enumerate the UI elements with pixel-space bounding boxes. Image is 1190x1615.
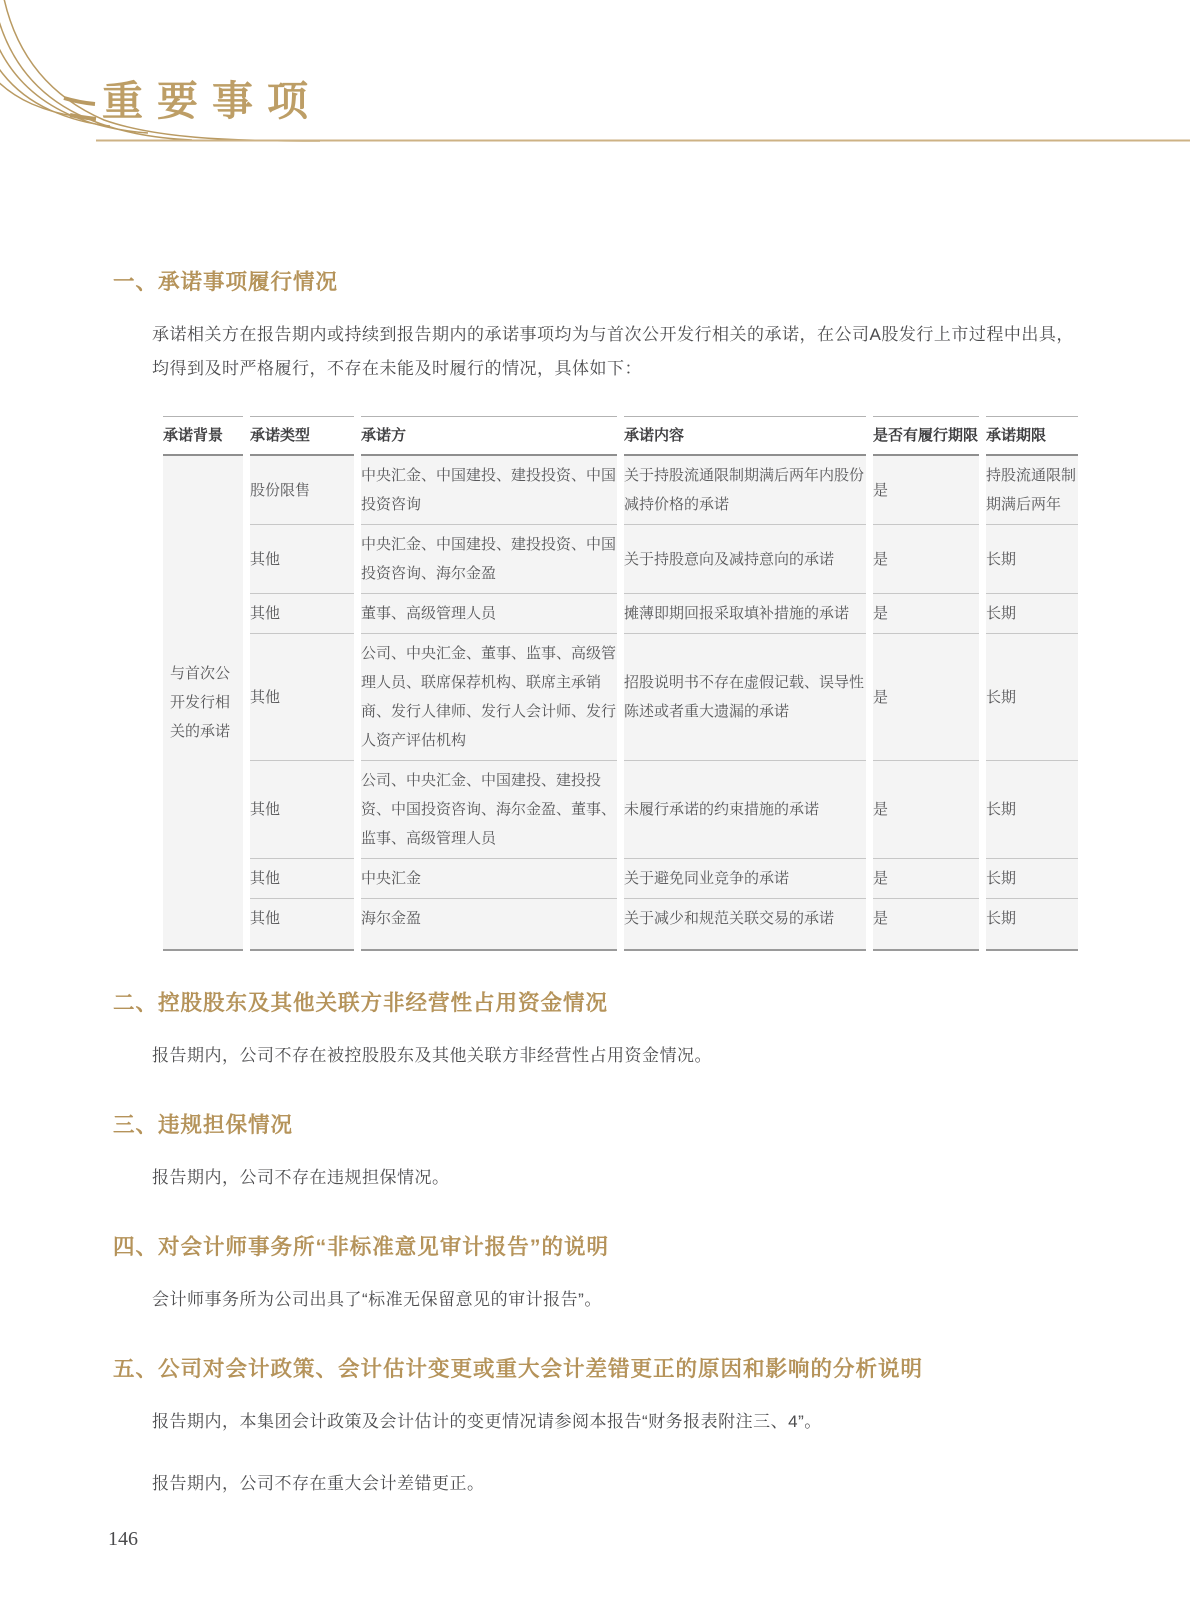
commitments-table — [156, 416, 1085, 951]
cell-term: 长期 — [986, 761, 1078, 859]
cell-term: 持股流通限制期满后两年 — [986, 456, 1078, 525]
cell-term: 长期 — [986, 634, 1078, 761]
cell-has-term: 是 — [873, 594, 979, 634]
page-title: 重要事项 — [102, 78, 322, 124]
col-header-commitment-type: 承诺类型 — [250, 416, 354, 456]
col-header-commitment-content: 承诺内容 — [624, 416, 866, 456]
section-5-paragraph-1: 报告期内，本集团会计政策及会计估计的变更情况请参阅本报告“财务报表附注三、4”。 — [152, 1412, 822, 1431]
cell-type: 其他 — [250, 859, 354, 899]
cell-content: 关于持股意向及减持意向的承诺 — [624, 525, 866, 594]
section-2-paragraph: 报告期内，公司不存在被控股股东及其他关联方非经营性占用资金情况。 — [152, 1046, 712, 1065]
page-number: 146 — [108, 1528, 138, 1550]
section-1-paragraph: 承诺相关方在报告期内或持续到报告期内的承诺事项均为与首次公开发行相关的承诺，在公司A股发行上市过程中出具，均得到及时严格履行，不存在未能及时履行的情况，具体如下： — [152, 325, 1074, 378]
cell-content: 未履行承诺的约束措施的承诺 — [624, 761, 866, 859]
cell-type: 其他 — [250, 594, 354, 634]
section-5-paragraph-2: 报告期内，公司不存在重大会计差错更正。 — [152, 1474, 485, 1493]
cell-has-term: 是 — [873, 525, 979, 594]
cell-term: 长期 — [986, 525, 1078, 594]
table-row — [163, 859, 1078, 899]
cell-content: 关于持股流通限制期满后两年内股份减持价格的承诺 — [624, 456, 866, 525]
cell-term: 长期 — [986, 859, 1078, 899]
section-3-paragraph: 报告期内，公司不存在违规担保情况。 — [152, 1168, 450, 1187]
cell-party: 中央汇金、中国建投、建投投资、中国投资咨询 — [361, 456, 617, 525]
cell-term: 长期 — [986, 899, 1078, 951]
section-4-paragraph: 会计师事务所为公司出具了“标准无保留意见的审计报告”。 — [152, 1290, 602, 1309]
table-row — [163, 761, 1078, 859]
cell-type: 股份限售 — [250, 456, 354, 525]
col-header-commitment-party: 承诺方 — [361, 416, 617, 456]
table-header-row — [163, 416, 1078, 456]
cell-party: 中央汇金 — [361, 859, 617, 899]
cell-type: 其他 — [250, 761, 354, 859]
cell-party: 海尔金盈 — [361, 899, 617, 951]
col-header-commitment-term: 承诺期限 — [986, 416, 1078, 456]
cell-content: 招股说明书不存在虚假记载、误导性陈述或者重大遗漏的承诺 — [624, 634, 866, 761]
table-row — [163, 899, 1078, 951]
cell-has-term: 是 — [873, 761, 979, 859]
table-row — [163, 594, 1078, 634]
cell-party: 董事、高级管理人员 — [361, 594, 617, 634]
table-row — [163, 634, 1078, 761]
cell-party: 公司、中央汇金、董事、监事、高级管理人员、联席保荐机构、联席主承销商、发行人律师、发行人会计师、发行人资产评估机构 — [361, 634, 617, 761]
cell-content: 摊薄即期回报采取填补措施的承诺 — [624, 594, 866, 634]
col-header-commitment-background: 承诺背景 — [163, 416, 243, 456]
cell-commitment-background: 与首次公开发行相关的承诺 — [163, 456, 243, 951]
col-header-has-term: 是否有履行期限 — [873, 416, 979, 456]
cell-party: 中央汇金、中国建投、建投投资、中国投资咨询、海尔金盈 — [361, 525, 617, 594]
cell-has-term: 是 — [873, 899, 979, 951]
cell-term: 长期 — [986, 594, 1078, 634]
cell-type: 其他 — [250, 899, 354, 951]
cell-has-term: 是 — [873, 859, 979, 899]
page-content — [113, 268, 1083, 1501]
cell-has-term: 是 — [873, 456, 979, 525]
cell-type: 其他 — [250, 525, 354, 594]
cell-party: 公司、中央汇金、中国建投、建投投资、中国投资咨询、海尔金盈、董事、监事、高级管理人员 — [361, 761, 617, 859]
section-5-heading: 五、公司对会计政策、会计估计变更或重大会计差错更正的原因和影响的分析说明 — [113, 1357, 924, 1381]
cell-content: 关于减少和规范关联交易的承诺 — [624, 899, 866, 951]
table-row — [163, 456, 1078, 525]
section-1-heading: 一、承诺事项履行情况 — [113, 270, 339, 294]
cell-type: 其他 — [250, 634, 354, 761]
section-3-heading: 三、违规担保情况 — [113, 1113, 294, 1137]
section-2-heading: 二、控股股东及其他关联方非经营性占用资金情况 — [113, 991, 609, 1015]
section-4-heading: 四、对会计师事务所“非标准意见审计报告”的说明 — [113, 1235, 610, 1259]
cell-content: 关于避免同业竞争的承诺 — [624, 859, 866, 899]
cell-has-term: 是 — [873, 634, 979, 761]
table-row — [163, 525, 1078, 594]
